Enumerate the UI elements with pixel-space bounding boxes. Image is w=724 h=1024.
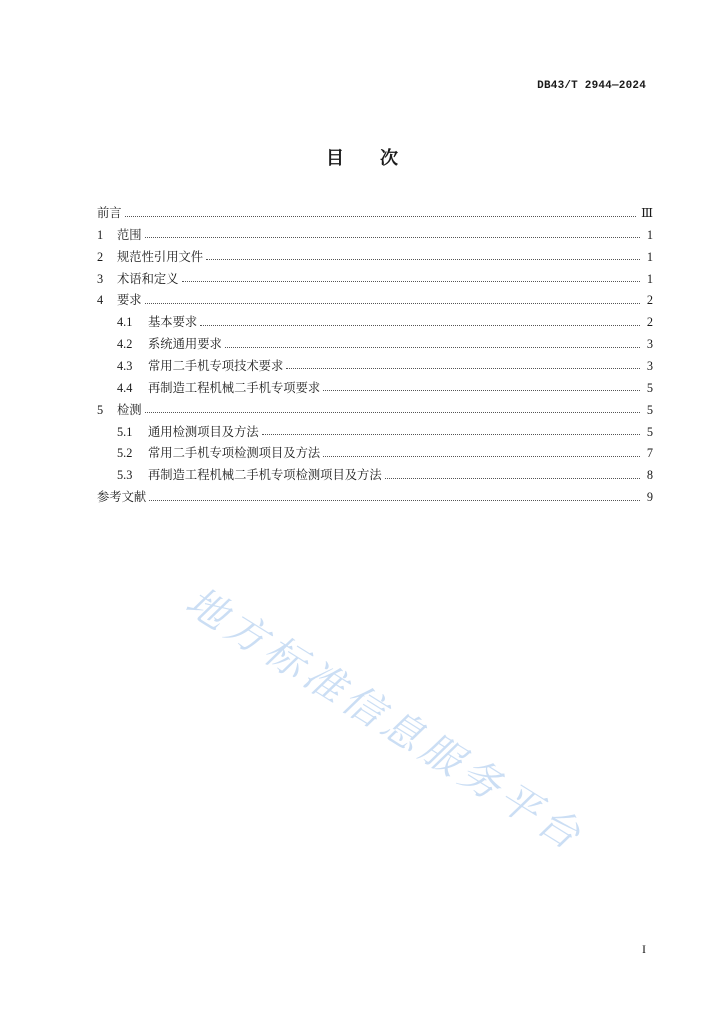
toc-entry-title: 再制造工程机械二手机专项检测项目及方法 (148, 468, 382, 483)
toc-entry-title: 前言 (97, 206, 122, 220)
toc-dot-leader (125, 216, 637, 217)
toc-entry-title: 术语和定义 (117, 271, 179, 286)
watermark: 地方标准信息服务平台 (177, 578, 593, 862)
toc-dot-leader (149, 500, 640, 501)
toc-dot-leader (286, 368, 640, 369)
toc-dot-leader (323, 390, 640, 391)
toc-dot-leader (262, 434, 640, 435)
toc-entry[interactable] (117, 333, 653, 355)
toc-entry[interactable] (97, 202, 653, 224)
toc-entry-title: 要求 (117, 293, 142, 308)
toc-entry-page: 7 (646, 446, 653, 461)
toc-entry[interactable] (117, 421, 653, 443)
toc-dot-leader (200, 325, 640, 326)
toc-entry-page: 5 (646, 380, 653, 395)
toc-entry-title: 检测 (117, 402, 142, 417)
toc-entry-number: 4.1 (117, 315, 133, 330)
toc-entry-number: 4.4 (117, 380, 133, 395)
toc-entry-title: 常用二手机专项技术要求 (148, 358, 284, 373)
toc-entry[interactable] (117, 311, 653, 333)
toc-entry-number: 4 (97, 293, 104, 308)
toc-entry[interactable] (117, 442, 653, 464)
toc-entry-page: 1 (646, 227, 653, 242)
document-code: DB43/T 2944—2024 (537, 80, 646, 92)
toc-entry-title: 通用检测项目及方法 (148, 424, 259, 439)
toc-entry[interactable] (117, 464, 653, 486)
toc-entry-page: 3 (646, 337, 653, 352)
toc-entry-number: 5.3 (117, 468, 133, 483)
toc-entry-page: 1 (646, 271, 653, 286)
toc-entry[interactable] (117, 377, 653, 399)
toc-entry-number: 4.2 (117, 337, 133, 352)
toc-dot-leader (145, 412, 640, 413)
table-of-contents (97, 202, 653, 512)
toc-entry[interactable] (117, 355, 653, 377)
toc-dot-leader (145, 303, 640, 304)
page-title: 目 次 (326, 148, 398, 169)
toc-entry-number: 1 (97, 227, 104, 242)
toc-entry-page: 3 (646, 358, 653, 373)
toc-entry[interactable] (97, 399, 653, 421)
toc-entry-title: 常用二手机专项检测项目及方法 (148, 446, 321, 461)
toc-entry-page: 8 (646, 468, 653, 483)
toc-entry[interactable] (97, 268, 653, 290)
toc-entry-number: 5 (97, 402, 104, 417)
toc-entry-number: 5.1 (117, 424, 133, 439)
toc-entry-page: 2 (646, 293, 653, 308)
toc-entry-page: 5 (646, 424, 653, 439)
toc-entry-title: 基本要求 (148, 315, 198, 330)
toc-entry-page: 2 (646, 315, 653, 330)
toc-entry-title: 规范性引用文件 (117, 249, 204, 264)
toc-entry-number: 2 (97, 249, 104, 264)
toc-dot-leader (385, 478, 640, 479)
toc-entry[interactable] (97, 246, 653, 268)
toc-entry-title: 系统通用要求 (148, 337, 222, 352)
toc-entry-number: 3 (97, 271, 104, 286)
toc-entry-number: 5.2 (117, 446, 133, 461)
toc-entry[interactable] (97, 224, 653, 246)
toc-entry-page: 9 (646, 490, 653, 505)
toc-entry-page: 5 (646, 402, 653, 417)
toc-entry[interactable] (97, 486, 653, 508)
toc-dot-leader (206, 259, 640, 260)
toc-entry-page: Ⅲ (641, 206, 653, 220)
toc-entry[interactable] (97, 289, 653, 311)
toc-dot-leader (145, 237, 640, 238)
toc-entry-title: 范围 (117, 227, 142, 242)
toc-entry-page: 1 (646, 249, 653, 264)
page-number: I (642, 942, 646, 956)
toc-dot-leader (182, 281, 641, 282)
toc-entry-title: 参考文献 (97, 490, 147, 505)
toc-entry-number: 4.3 (117, 358, 133, 373)
toc-entry-title: 再制造工程机械二手机专项要求 (148, 380, 321, 395)
toc-dot-leader (225, 347, 640, 348)
toc-dot-leader (323, 456, 640, 457)
